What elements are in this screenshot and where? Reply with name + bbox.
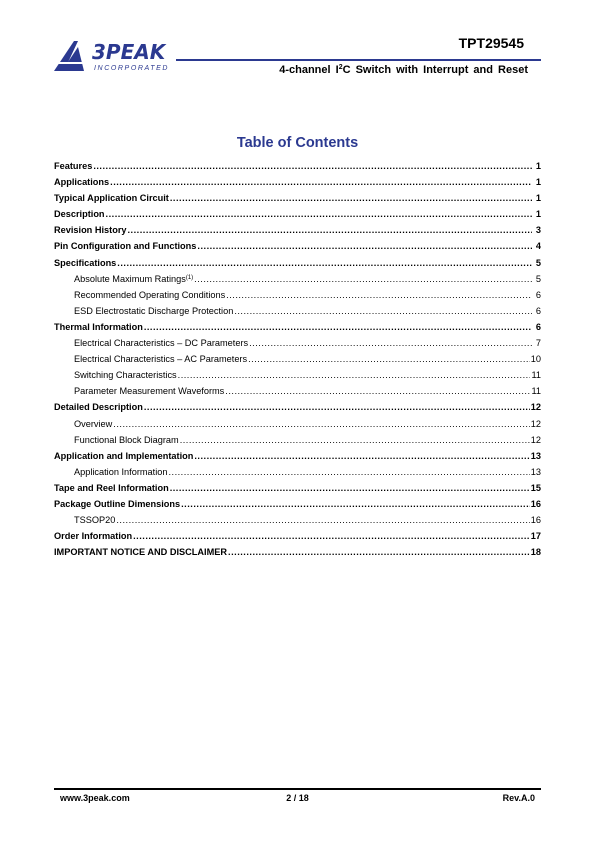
toc-entry-label: Functional Block Diagram — [74, 434, 179, 445]
part-number: TPT29545 — [458, 35, 524, 51]
toc-entry[interactable] — [54, 435, 541, 451]
toc-entry-label: Absolute Maximum Ratings$^{(1)}$ — [74, 273, 194, 284]
toc-entry-label: Features — [54, 161, 93, 171]
toc-entry-page: 6 — [535, 289, 541, 300]
toc-leader-dots — [197, 241, 532, 251]
toc-entry[interactable] — [54, 451, 541, 467]
toc-leader-dots — [248, 354, 530, 364]
toc-leader-dots — [113, 419, 529, 429]
toc-entry[interactable] — [54, 161, 541, 177]
toc-entry-label: Recommended Operating Conditions — [74, 289, 226, 300]
toc-entry-label: Electrical Characteristics – AC Parameters — [74, 354, 248, 365]
toc-entry-page: 16 — [530, 515, 541, 526]
toc-entry-page: 17 — [530, 531, 541, 542]
toc-leader-dots — [93, 161, 532, 171]
revision-label: Rev.A.0 — [502, 793, 535, 803]
toc-entry[interactable] — [54, 547, 541, 563]
document-subtitle: 4-channel $I^2C$ Switch with Interrupt and Reset — [279, 64, 528, 76]
toc-entry-page: 6 — [535, 321, 541, 332]
toc-entry[interactable] — [54, 290, 541, 306]
header-divider — [176, 59, 541, 61]
toc-leader-dots — [144, 322, 532, 332]
toc-leader-dots — [117, 258, 532, 268]
toc-entry[interactable] — [54, 322, 541, 338]
toc-entry[interactable] — [54, 419, 541, 435]
toc-entry[interactable] — [54, 386, 541, 402]
toc-entry-label: Application and Implementation — [54, 450, 194, 461]
logo-subtext: INCORPORATED — [94, 65, 170, 72]
toc-title: Table of Contents — [236, 135, 359, 151]
toc-entry-page: 15 — [530, 482, 541, 493]
toc-leader-dots — [168, 467, 529, 477]
toc-entry[interactable] — [54, 370, 541, 386]
toc-entry[interactable] — [54, 531, 541, 547]
toc-leader-dots — [144, 402, 530, 412]
toc-entry-page: 12 — [530, 434, 541, 445]
toc-entry-page: 1 — [535, 193, 541, 204]
toc-entry[interactable] — [54, 241, 541, 257]
toc-entry-label: TSSOP20 — [74, 515, 116, 526]
toc-entry-label: Overview — [74, 418, 113, 429]
toc-entry-label: Specifications — [54, 257, 117, 268]
table-of-contents — [54, 161, 541, 563]
toc-entry-page: 7 — [535, 338, 541, 349]
toc-leader-dots — [180, 435, 530, 445]
svg-text:3PEAK: 3PEAK — [92, 40, 166, 64]
toc-entry[interactable] — [54, 483, 541, 499]
toc-entry-page: 3 — [535, 225, 541, 236]
toc-entry-label: Thermal Information — [54, 321, 143, 332]
toc-entry-page: 13 — [530, 466, 541, 477]
toc-entry[interactable] — [54, 209, 541, 225]
toc-entry-page: 5 — [535, 257, 541, 268]
toc-entry[interactable] — [54, 306, 541, 322]
toc-leader-dots — [225, 386, 530, 396]
toc-leader-dots — [170, 193, 532, 203]
toc-entry[interactable] — [54, 193, 541, 209]
toc-entry[interactable] — [54, 402, 541, 418]
toc-entry[interactable] — [54, 177, 541, 193]
toc-entry[interactable] — [54, 225, 541, 241]
toc-entry-page: 18 — [530, 547, 541, 558]
toc-entry-label: Pin Configuration and Functions — [54, 241, 197, 252]
toc-leader-dots — [194, 451, 529, 461]
toc-entry-page: 1 — [535, 161, 541, 171]
toc-entry-label: Package Outline Dimensions — [54, 498, 181, 509]
toc-entry[interactable] — [54, 499, 541, 515]
toc-entry-page: 11 — [531, 386, 541, 397]
toc-entry-label: Application Information — [74, 466, 168, 477]
footnote-marker: (1) — [185, 274, 194, 281]
company-logo — [54, 37, 176, 73]
toc-entry[interactable] — [54, 354, 541, 370]
toc-leader-dots — [116, 515, 529, 525]
page-indicator: 2 / 18 — [286, 793, 309, 803]
toc-entry[interactable] — [54, 338, 541, 354]
toc-entry-page: 12 — [530, 402, 541, 413]
toc-entry-page: 5 — [535, 273, 541, 284]
toc-entry-label: Electrical Characteristics – DC Parameters — [74, 338, 249, 349]
toc-entry-page: 1 — [535, 177, 541, 188]
toc-leader-dots — [228, 547, 530, 557]
toc-entry-label: Typical Application Circuit — [54, 193, 169, 204]
toc-leader-dots — [178, 370, 531, 380]
toc-entry-page: 10 — [530, 354, 541, 365]
toc-entry-label: Applications — [54, 177, 110, 188]
toc-entry-page: 6 — [535, 305, 541, 316]
toc-entry-label: Detailed Description — [54, 402, 143, 413]
toc-entry-label: ESD Electrostatic Discharge Protection — [74, 305, 234, 316]
toc-entry-label: Switching Characteristics — [74, 370, 177, 381]
toc-entry[interactable] — [54, 258, 541, 274]
toc-entry-label: Order Information — [54, 531, 133, 542]
toc-entry-page: 11 — [531, 370, 541, 381]
toc-entry-label: Parameter Measurement Waveforms — [74, 386, 225, 397]
toc-leader-dots — [181, 499, 530, 509]
toc-entry-page: 16 — [530, 498, 541, 509]
footer-divider — [54, 788, 541, 790]
toc-entry-page: 1 — [535, 209, 541, 220]
toc-entry[interactable] — [54, 467, 541, 483]
toc-leader-dots — [106, 209, 532, 219]
toc-entry[interactable] — [54, 274, 541, 290]
toc-leader-dots — [133, 531, 530, 541]
toc-leader-dots — [234, 306, 532, 316]
toc-entry-label: Revision History — [54, 225, 127, 236]
toc-entry-page: 12 — [530, 418, 541, 429]
toc-entry[interactable] — [54, 515, 541, 531]
toc-leader-dots — [249, 338, 532, 348]
toc-entry-label: Description — [54, 209, 105, 220]
toc-entry-page: 13 — [530, 450, 541, 461]
toc-leader-dots — [170, 483, 530, 493]
footer-website-link[interactable]: www.3peak.com — [60, 793, 130, 803]
toc-entry-label: IMPORTANT NOTICE AND DISCLAIMER — [54, 547, 228, 558]
toc-leader-dots — [128, 225, 533, 235]
toc-leader-dots — [110, 177, 532, 187]
toc-leader-dots — [226, 290, 532, 300]
toc-entry-page: 4 — [535, 241, 541, 252]
toc-entry-label: Tape and Reel Information — [54, 482, 169, 493]
toc-leader-dots — [194, 274, 532, 284]
